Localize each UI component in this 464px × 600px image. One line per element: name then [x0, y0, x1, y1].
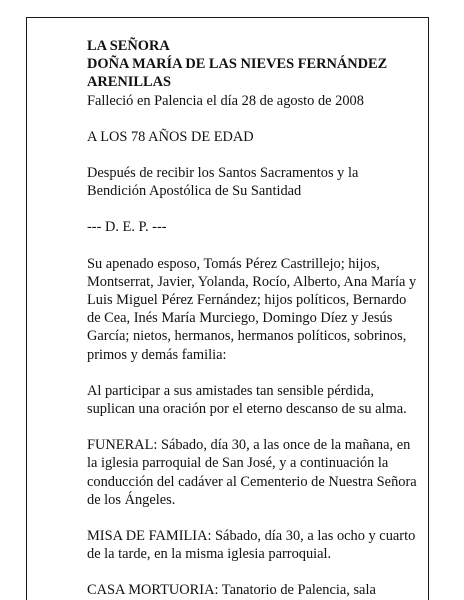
- family-mass-paragraph: MISA DE FAMILIA: Sábado, día 30, a las ocho y cuarto de la tarde, en la misma iglesia parroquial.: [87, 528, 416, 563]
- deceased-name-line-2: ARENILLAS: [87, 74, 171, 91]
- obituary-notice: [87, 37, 419, 600]
- funeral-paragraph: FUNERAL: Sábado, día 30, a las once de la mañana, en la iglesia parroquial de San José, y a continuación la conducción del cadáver al Cementerio de Nuestra Señora de los Ángeles.: [87, 437, 417, 508]
- notice-title-line-1: LA SEÑORA: [87, 38, 170, 54]
- mortuary-paragraph: CASA MORTUORIA: Tanatorio de Palencia, sala: [87, 582, 376, 599]
- prayer-request-paragraph: Al participar a sus amistades tan sensible pérdida, suplican una oración por el eterno descanso de su alma.: [87, 382, 407, 418]
- death-date-line: Falleció en Palencia el día 28 de agosto de 2008: [87, 92, 364, 109]
- sacraments-paragraph: Después de recibir los Santos Sacramentos y la Bendición Apostólica de Su Santidad: [87, 165, 359, 200]
- age-line: A LOS 78 AÑOS DE EDAD: [87, 128, 254, 145]
- family-paragraph: Su apenado esposo, Tomás Pérez Castrillejo; hijos, Montserrat, Javier, Yolanda, Rocío, Alberto, Ana María y Luis Miguel Pérez Fernández; hijos políticos, Bernardo de Cea, Inés María Murciego, Domingo Díez y Jesús García; nietos, hermanos, hermanos políticos, sobrinos, primos y demás familia:: [87, 255, 417, 363]
- rip-line: --- D. E. P. ---: [87, 219, 167, 236]
- deceased-name-line-1: DOÑA MARÍA DE LAS NIEVES FERNÁNDEZ: [87, 56, 388, 73]
